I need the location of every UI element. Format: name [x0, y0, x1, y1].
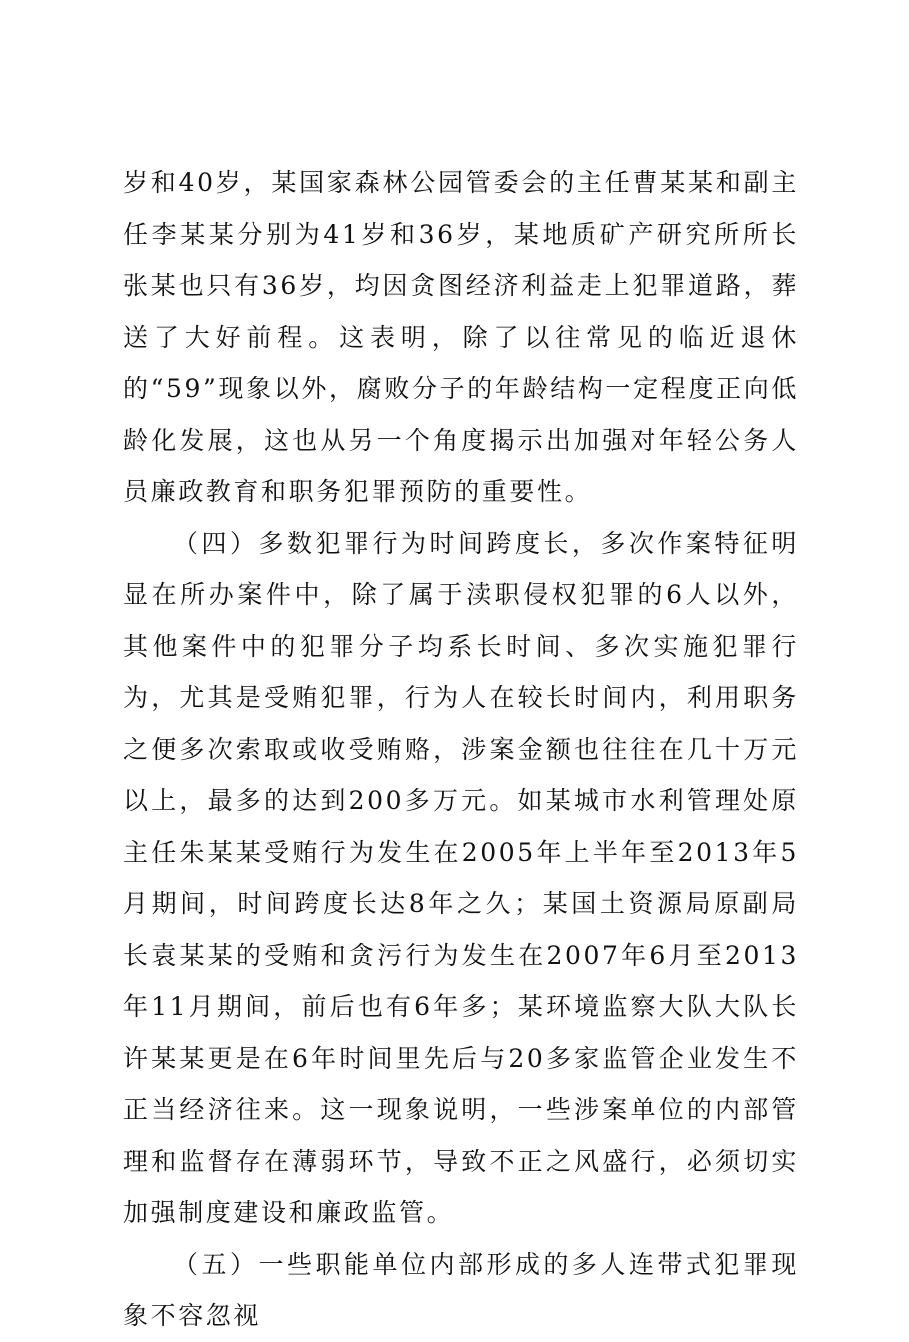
paragraph-continued: 岁和40岁，某国家森林公园管委会的主任曹某某和副主任李某某分别为41岁和36岁，某地质矿产研究所所长张某也只有36岁，均因贪图经济利益走上犯罪道路，葬送了大好前程。这表明，除了以往常见的临近退休的“59”现象以外，腐败分子的年龄结构一定程度正向低龄化发展，这也从另一个角度揭示出加强对年轻公务人员廉政教育和职务犯罪预防的重要性。: [123, 168, 799, 506]
paragraph-section-five-heading: （五）一些职能单位内部形成的多人连带式犯罪现象不容忽视: [123, 1249, 799, 1330]
paragraph-section-four: （四）多数犯罪行为时间跨度长，多次作案特征明显在所办案件中，除了属于渎职侵权犯罪的6人以外，其他案件中的犯罪分子均系长时间、多次实施犯罪行为，尤其是受贿犯罪，行为人在较长时间内，利用职务之便多次索取或收受贿赂，涉案金额也往往在几十万元以上，最多的达到200多万元。如某城市水利管理处原主任朱某某受贿行为发生在2005年上半年至2013年5月期间，时间跨度长达8年之久；某国土资源局原副局长袁某某的受贿和贪污行为发生在2007年6月至2013年11月期间，前后也有6年多；某环境监察大队大队长许某某更是在6年时间里先后与20多家监管企业发生不正当经济往来。这一现象说明，一些涉案单位的内部管理和监督存在薄弱环节，导致不正之风盛行，必须切实加强制度建设和廉政监管。: [123, 528, 799, 1227]
document-body: [123, 157, 799, 1342]
